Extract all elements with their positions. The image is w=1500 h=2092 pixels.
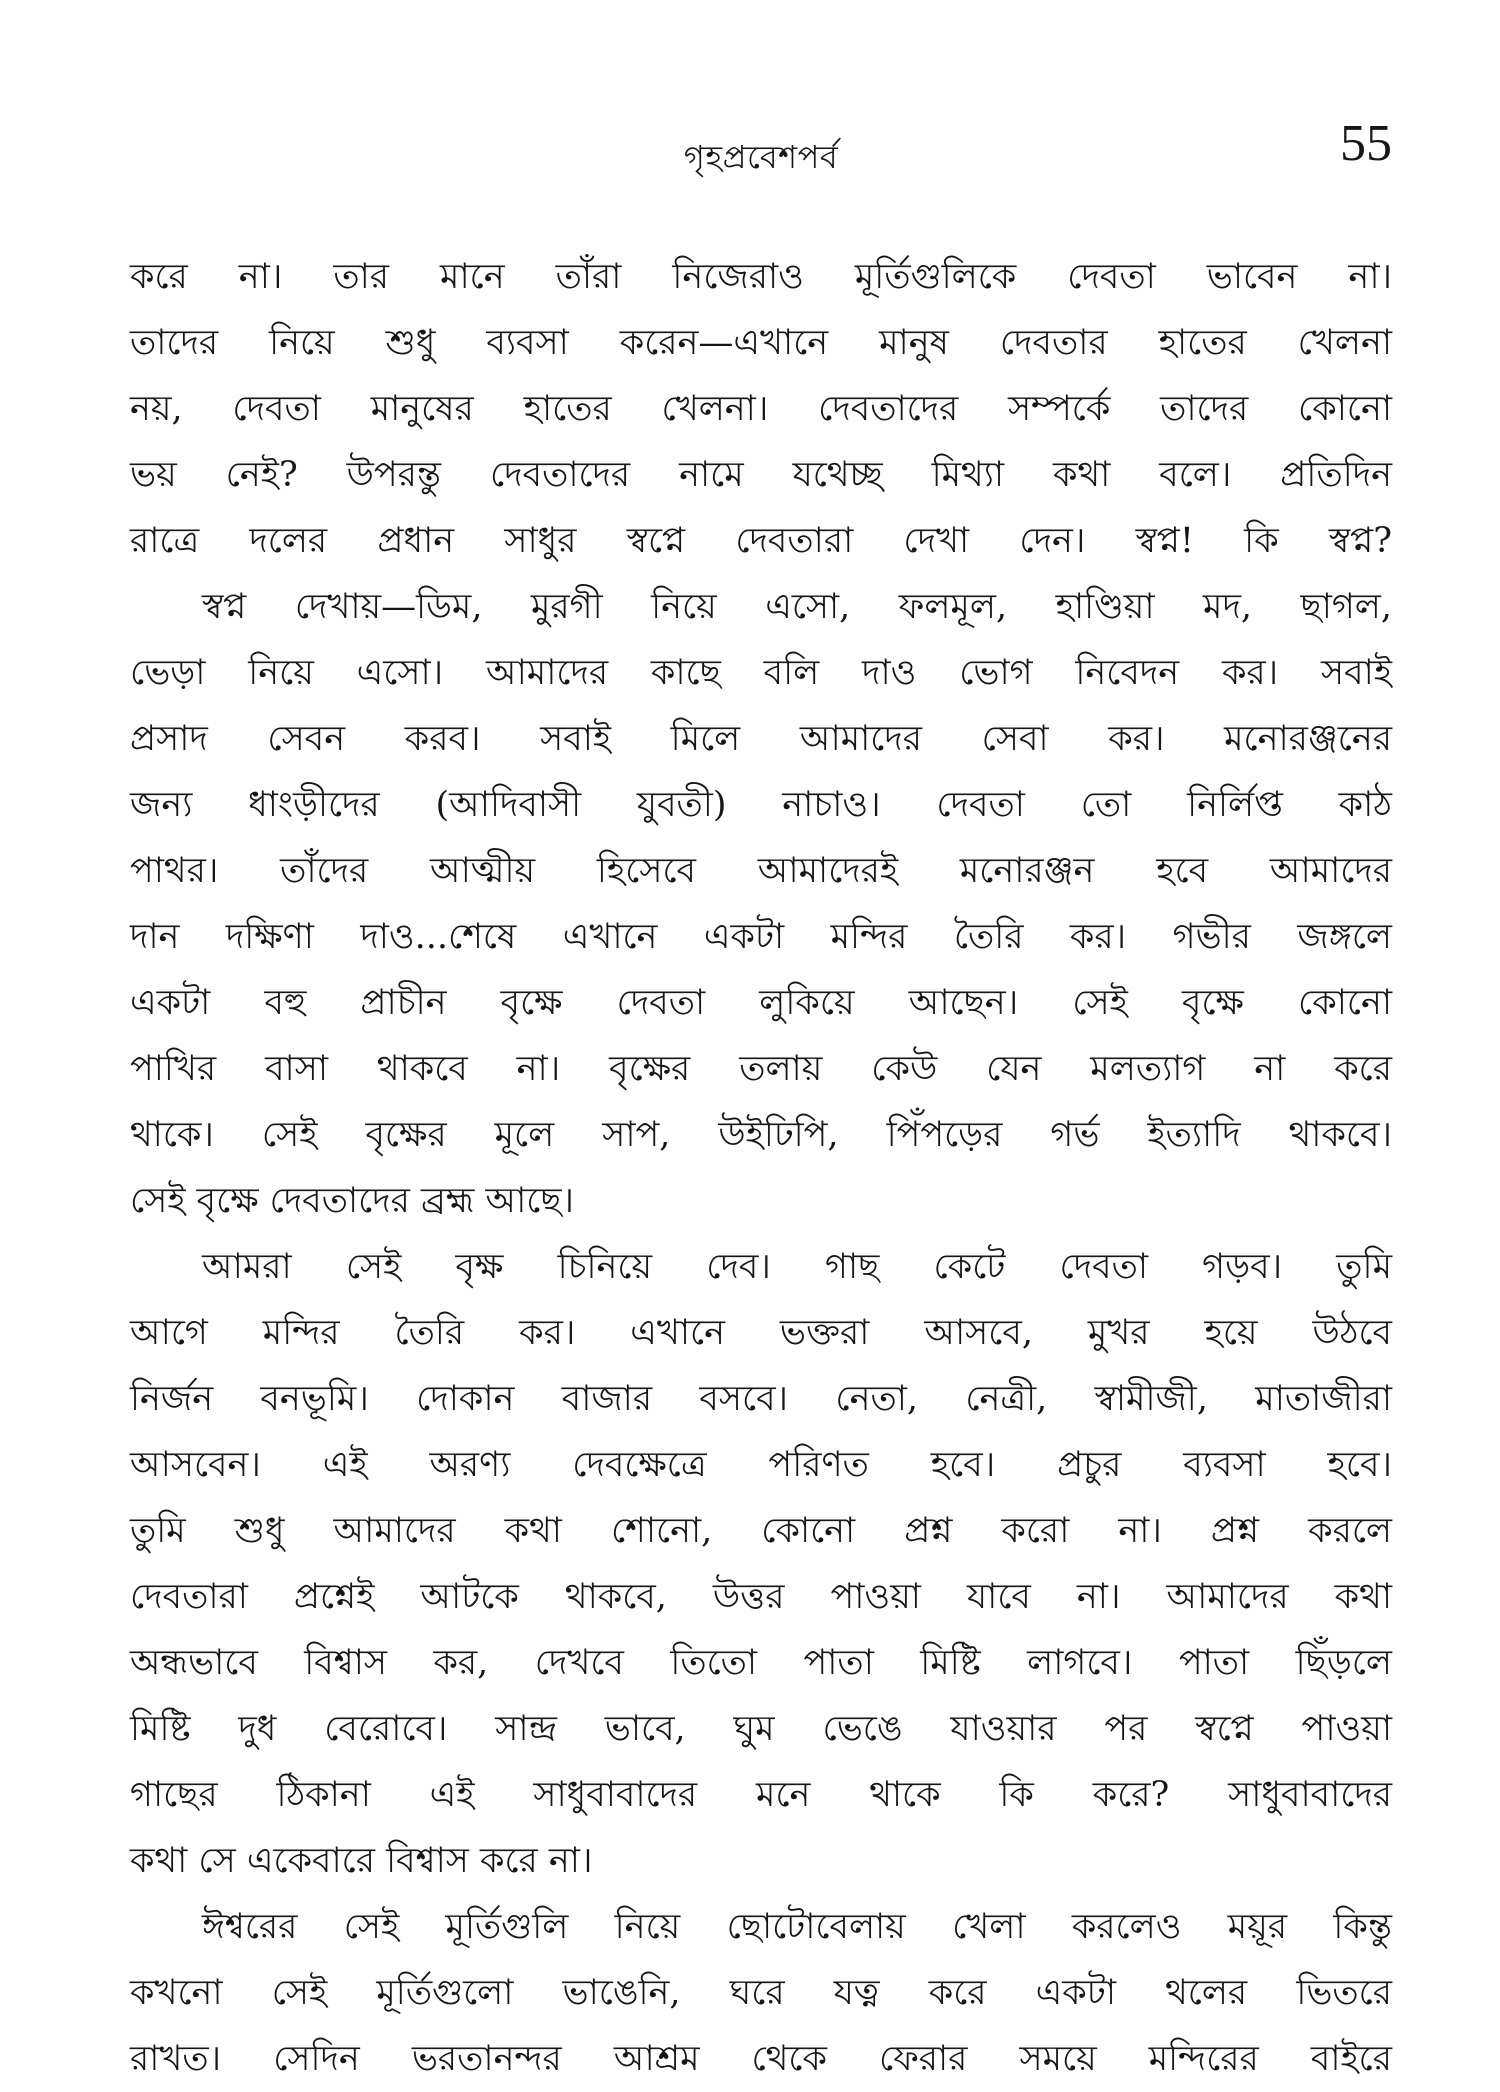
text-line: পাথর। তাঁদের আত্মীয় হিসেবে আমাদেরই মনোরঞ্জন হবে আমাদের: [130, 851, 1392, 891]
page-header: [130, 115, 1392, 188]
text-line: দান দক্ষিণা দাও...শেষে এখানে একটা মন্দির তৈরি কর। গভীর জঙ্গলে: [130, 917, 1392, 957]
text-line: আগে মন্দির তৈরি কর। এখানে ভক্তরা আসবে, মুখর হয়ে উঠবে: [130, 1313, 1392, 1353]
text-line: ঈশ্বরের সেই মূর্তিগুলি নিয়ে ছোটোবেলায় খেলা করলেও ময়ূর কিন্তু: [202, 1907, 1392, 1947]
text-line: মিষ্টি দুধ বেরোবে। সান্দ্র ভাবে, ঘুম ভেঙে যাওয়ার পর স্বপ্নে পাওয়া: [130, 1709, 1392, 1749]
text-line: একটা বহু প্রাচীন বৃক্ষে দেবতা লুকিয়ে আছেন। সেই বৃক্ষে কোনো: [130, 983, 1392, 1023]
text-line: গাছের ঠিকানা এই সাধুবাবাদের মনে থাকে কি করে? সাধুবাবাদের: [130, 1775, 1392, 1815]
text-line: নয়, দেবতা মানুষের হাতের খেলনা। দেবতাদের সম্পর্কে তাদের কোনো: [130, 389, 1392, 429]
text-line: জন্য ধাংড়ীদের (আদিবাসী যুবতী) নাচাও। দেবতা তো নির্লিপ্ত কাঠ: [130, 785, 1392, 825]
text-line: করে না। তার মানে তাঁরা নিজেরাও মূর্তিগুলিকে দেবতা ভাবেন না।: [130, 257, 1392, 297]
text-line: প্রসাদ সেবন করব। সবাই মিলে আমাদের সেবা কর। মনোরঞ্জনের: [130, 719, 1392, 759]
text-line: অন্ধভাবে বিশ্বাস কর, দেখবে তিতো পাতা মিষ্টি লাগবে। পাতা ছিঁড়লে: [130, 1643, 1392, 1683]
text-line: রাত্রে দলের প্রধান সাধুর স্বপ্নে দেবতারা দেখা দেন। স্বপ্ন! কি স্বপ্ন?: [130, 521, 1392, 561]
text-line: আমরা সেই বৃক্ষ চিনিয়ে দেব। গাছ কেটে দেবতা গড়ব। তুমি: [202, 1247, 1392, 1287]
text-line: ভয় নেই? উপরন্তু দেবতাদের নামে যথেচ্ছ মিথ্যা কথা বলে। প্রতিদিন: [130, 455, 1392, 495]
text-line: তাদের নিয়ে শুধু ব্যবসা করেন—এখানে মানুষ দেবতার হাতের খেলনা: [130, 323, 1392, 363]
running-title: গৃহপ্রবেশপর্ব: [683, 138, 839, 176]
text-line: কথা সে একেবারে বিশ্বাস করে না।: [130, 1841, 593, 1881]
text-line: আসবেন। এই অরণ্য দেবক্ষেত্রে পরিণত হবে। প্রচুর ব্যবসা হবে।: [130, 1445, 1392, 1485]
text-line: ভেড়া নিয়ে এসো। আমাদের কাছে বলি দাও ভোগ নিবেদন কর। সবাই: [130, 653, 1392, 693]
text-line: নির্জন বনভূমি। দোকান বাজার বসবে। নেতা, নেত্রী, স্বামীজী, মাতাজীরা: [130, 1379, 1392, 1419]
page-number: 55: [1340, 115, 1392, 172]
text-line: কখনো সেই মূর্তিগুলো ভাঙেনি, ঘরে যত্ন করে একটা থলের ভিতরে: [130, 1973, 1392, 2013]
text-line: সেই বৃক্ষে দেবতাদের ব্রহ্ম আছে।: [130, 1181, 575, 1221]
text-line: রাখত। সেদিন ভরতানন্দর আশ্রম থেকে ফেরার সময়ে মন্দিরের বাইরে: [130, 2039, 1392, 2079]
body-text: [130, 244, 1392, 2079]
text-line: পাখির বাসা থাকবে না। বৃক্ষের তলায় কেউ যেন মলত্যাগ না করে: [130, 1049, 1392, 1089]
text-line: থাকে। সেই বৃক্ষের মূলে সাপ, উইঢিপি, পিঁপড়ের গর্ভ ইত্যাদি থাকবে।: [130, 1115, 1392, 1155]
text-line: তুমি শুধু আমাদের কথা শোনো, কোনো প্রশ্ন করো না। প্রশ্ন করলে: [130, 1511, 1392, 1551]
text-line: দেবতারা প্রশ্নেই আটকে থাকবে, উত্তর পাওয়া যাবে না। আমাদের কথা: [130, 1577, 1392, 1617]
text-line: স্বপ্ন দেখায়—ডিম, মুরগী নিয়ে এসো, ফলমূল, হাণ্ডিয়া মদ, ছাগল,: [202, 587, 1392, 627]
